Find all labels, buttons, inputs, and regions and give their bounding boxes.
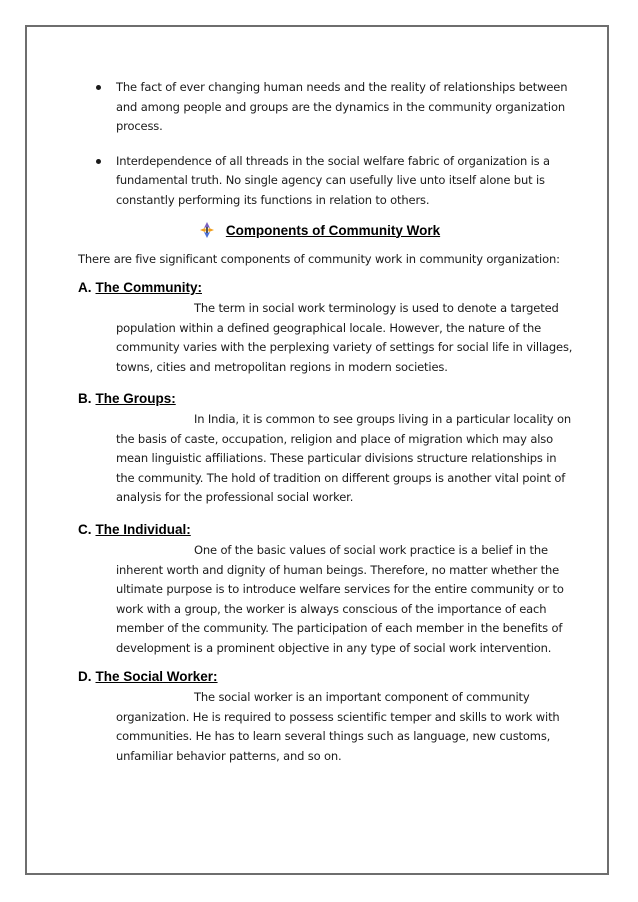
section-letter: B. — [78, 391, 92, 406]
section-individual — [78, 519, 578, 658]
section-letter: D. — [78, 669, 92, 684]
section-body — [116, 299, 576, 377]
section-title — [78, 666, 578, 688]
diamond-arrow-icon — [198, 221, 216, 239]
section-name: The Individual: — [95, 522, 191, 537]
section-groups — [78, 388, 578, 508]
bullet-item — [94, 78, 574, 137]
section-letter: C. — [78, 522, 92, 537]
section-body — [116, 688, 576, 766]
section-text: In India, it is common to see groups living in a particular locality on the basis of caste, occupation, religion and place of migration which may also mean linguistic affiliations. These particular divisions structure relationships in the community. The hold of tradition on different groups is another vital point of analysis for the professional social worker. — [116, 412, 571, 504]
intro-paragraph: There are five significant components of community work in community organization: — [78, 252, 560, 266]
bullet-text: Interdependence of all threads in the social welfare fabric of organization is a fundamental truth. No single agency can usefully live unto itself alone but is constantly performing its functions in relation to others. — [116, 153, 550, 207]
bullet-item — [94, 152, 574, 211]
section-title — [78, 277, 578, 299]
bullet-list — [94, 78, 574, 225]
section-title — [78, 388, 578, 410]
section-text: The social worker is an important component of community organization. He is required to possess scientific temper and skills to work with communities. He has to learn several things such as language, new customs, unfamiliar behavior patterns, and so on. — [116, 690, 560, 763]
section-heading — [0, 221, 638, 239]
section-name: The Groups: — [95, 391, 176, 406]
section-social-worker — [78, 666, 578, 766]
section-text: The term in social work terminology is used to denote a targeted population within a defined geographical locale. However, the nature of the community varies with the perplexing variety of settings for social life in villages, towns, cities and metropolitan regions in modern societies. — [116, 301, 573, 374]
section-community — [78, 277, 578, 377]
section-body — [116, 541, 576, 658]
section-title — [78, 519, 578, 541]
section-text: One of the basic values of social work practice is a belief in the inherent worth and dignity of human beings. Therefore, no matter whether the ultimate purpose is to introduce welfare services for the entire community or to work with a group, the worker is always conscious of the importance of each member of the community. The participation of each member in the benefits of development is a prominent objective in any type of social work intervention. — [116, 543, 564, 655]
section-name: The Social Worker: — [95, 669, 218, 684]
section-letter: A. — [78, 280, 92, 295]
heading-title: Components of Community Work — [225, 222, 441, 238]
bullet-text: The fact of ever changing human needs and the reality of relationships between and among people and groups are the dynamics in the community organization process. — [116, 80, 568, 133]
bullet-dot-icon — [96, 85, 101, 90]
section-body — [116, 410, 576, 508]
bullet-dot-icon — [96, 159, 101, 164]
section-name: The Community: — [95, 280, 202, 295]
